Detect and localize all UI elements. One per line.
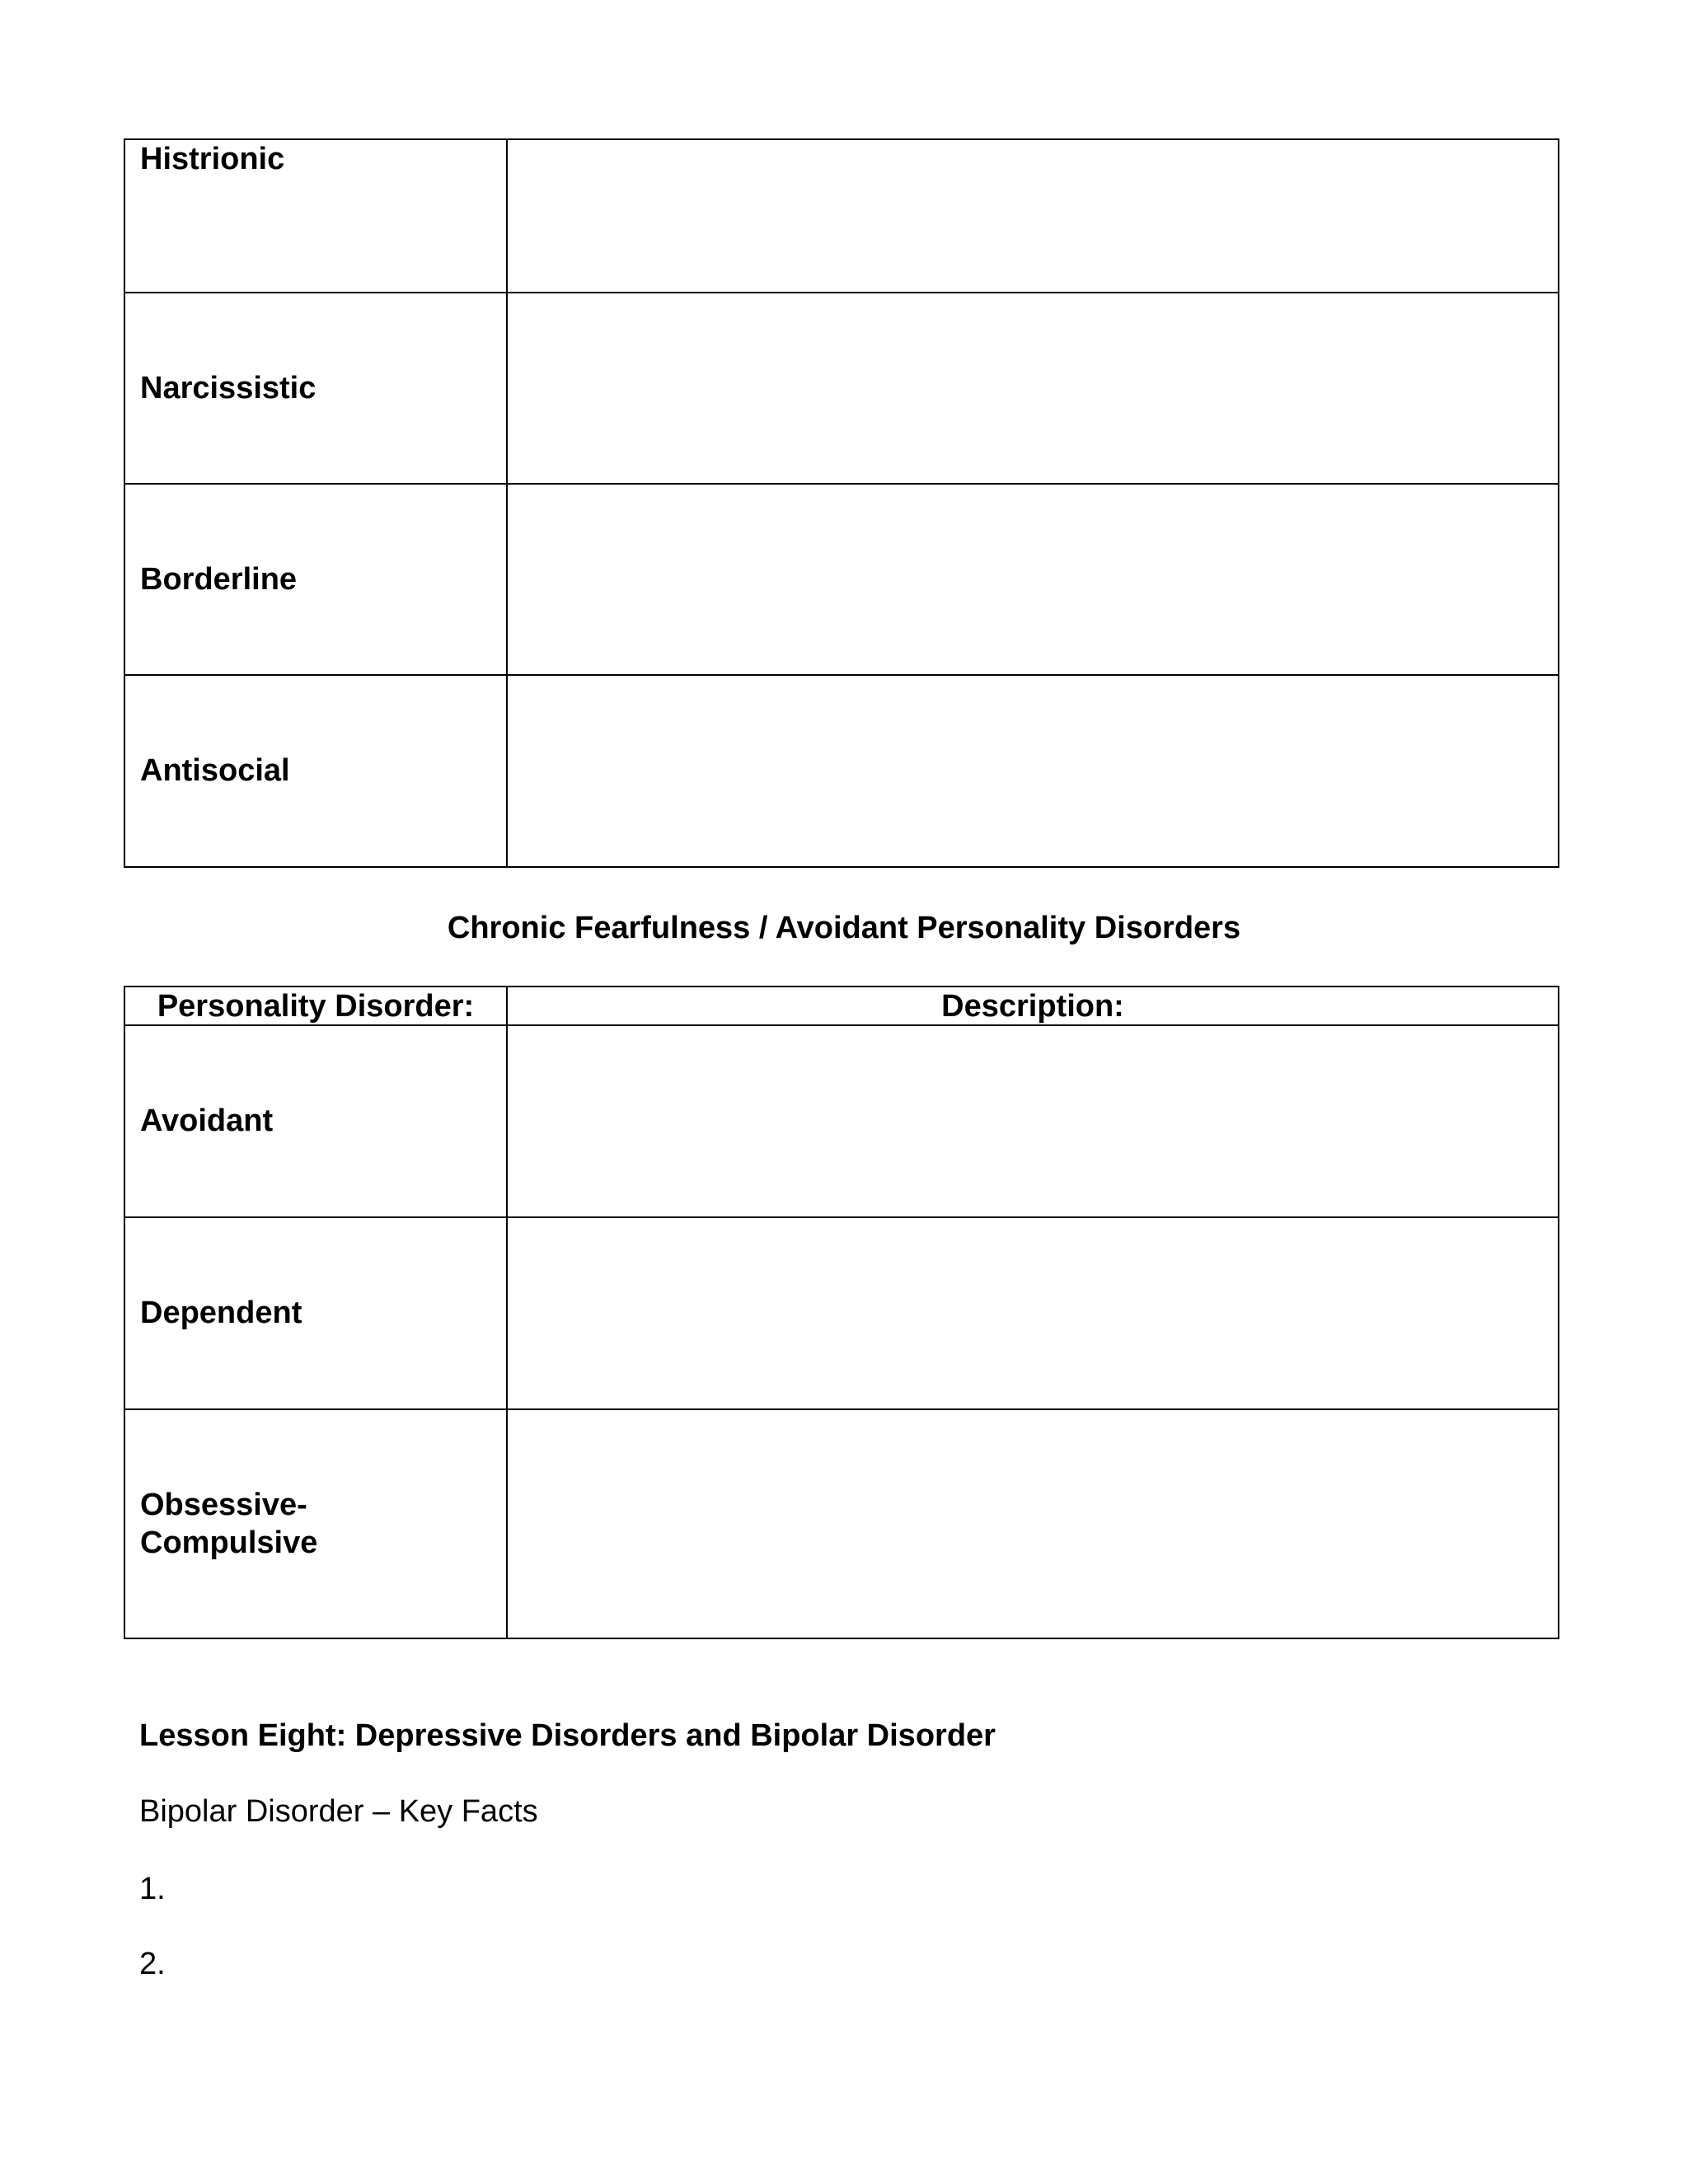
- disorder-label-histrionic: Histrionic: [124, 139, 507, 293]
- disorder-label-borderline: Borderline: [124, 484, 507, 675]
- description-cell-avoidant[interactable]: [507, 1025, 1559, 1217]
- list-item: 1.: [139, 1872, 166, 1906]
- column-header-description: Description:: [507, 987, 1559, 1025]
- table-row: [124, 675, 1559, 867]
- table-row: [124, 1409, 1559, 1638]
- column-header-personality-disorder: Personality Disorder:: [124, 987, 507, 1025]
- table-row: [124, 1025, 1559, 1217]
- description-cell-dependent[interactable]: [507, 1217, 1559, 1409]
- personality-disorders-table: [124, 138, 1559, 868]
- description-cell-obsessive-compulsive[interactable]: [507, 1409, 1559, 1638]
- description-cell-narcissistic[interactable]: [507, 293, 1559, 484]
- list-item: 2.: [139, 1947, 166, 1981]
- description-cell-borderline[interactable]: [507, 484, 1559, 675]
- disorder-label-line2: Compulsive: [140, 1526, 318, 1560]
- table-row: [124, 1217, 1559, 1409]
- table-row: [124, 139, 1559, 293]
- disorder-label-dependent: Dependent: [124, 1217, 507, 1409]
- disorder-label-obsessive-compulsive: [124, 1409, 507, 1638]
- key-facts-subheading: Bipolar Disorder – Key Facts: [139, 1794, 538, 1829]
- description-cell-antisocial[interactable]: [507, 675, 1559, 867]
- description-cell-histrionic[interactable]: [507, 139, 1559, 293]
- lesson-title: Lesson Eight: Depressive Disorders and Bipolar Disorder: [139, 1718, 996, 1753]
- table-header-row: [124, 987, 1559, 1025]
- avoidant-disorders-table: [124, 986, 1559, 1639]
- disorder-label-avoidant: Avoidant: [124, 1025, 507, 1217]
- disorder-label-antisocial: Antisocial: [124, 675, 507, 867]
- disorder-label-narcissistic: Narcissistic: [124, 293, 507, 484]
- disorder-label-line1: Obsessive-: [140, 1488, 307, 1522]
- table-row: [124, 484, 1559, 675]
- section-heading: Chronic Fearfulness / Avoidant Personality Disorders: [447, 911, 1241, 945]
- table-row: [124, 293, 1559, 484]
